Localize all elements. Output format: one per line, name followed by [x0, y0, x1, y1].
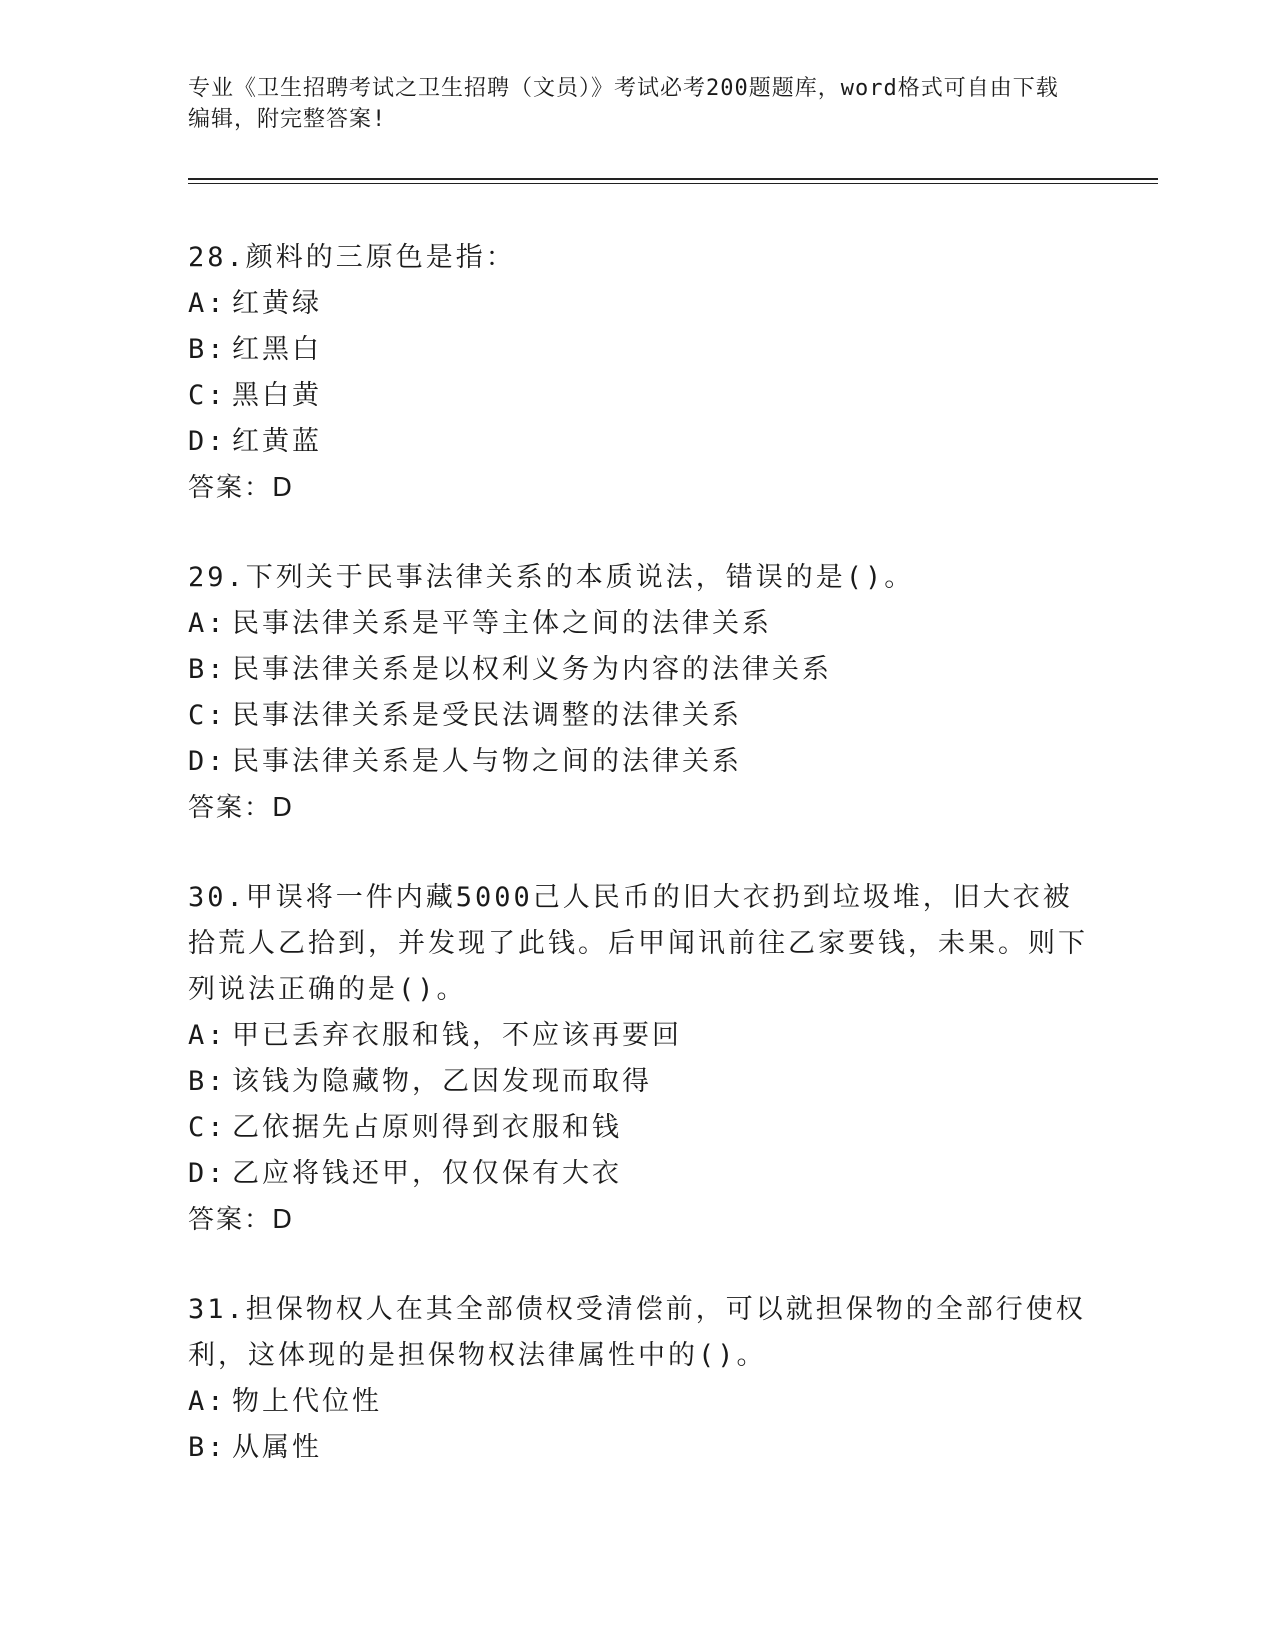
question-31: [188, 1287, 1088, 1471]
option-b: [188, 327, 1088, 373]
option-text: 物上代位性: [232, 1386, 382, 1417]
option-text: 乙依据先占原则得到衣服和钱: [232, 1112, 622, 1143]
option-letter: A:: [188, 1386, 227, 1417]
option-c: [188, 1105, 1088, 1151]
option-letter: C:: [188, 700, 227, 731]
option-c: [188, 693, 1088, 739]
option-letter: D:: [188, 1158, 227, 1189]
option-letter: D:: [188, 426, 227, 457]
header-text: 专业《卫生招聘考试之卫生招聘（文员）》考试必考200题题库，word格式可自由下载编辑，附完整答案!: [188, 76, 1059, 132]
question-stem: 30.甲误将一件内藏5000己人民币的旧大衣扔到垃圾堆，旧大衣被拾荒人乙拾到，并发现了此钱。后甲闻讯前往乙家要钱，未果。则下列说法正确的是()。: [188, 882, 1088, 1005]
option-a: [188, 1013, 1088, 1059]
question-stem: 28.颜料的三原色是指：: [188, 242, 516, 273]
header-divider-thick: [188, 178, 1158, 180]
answer-line: 答案：D: [188, 1205, 295, 1235]
option-b: [188, 1059, 1088, 1105]
option-letter: B:: [188, 1066, 227, 1097]
option-letter: B:: [188, 1432, 227, 1463]
option-letter: B:: [188, 334, 227, 365]
option-text: 民事法律关系是平等主体之间的法律关系: [232, 608, 772, 639]
option-text: 该钱为隐藏物，乙因发现而取得: [232, 1066, 652, 1097]
option-text: 民事法律关系是人与物之间的法律关系: [232, 746, 742, 777]
answer-line: 答案：D: [188, 473, 295, 503]
question-28: [188, 235, 1088, 511]
option-letter: A:: [188, 1020, 227, 1051]
question-29: [188, 555, 1088, 831]
option-b: [188, 1425, 1088, 1471]
question-stem: 31.担保物权人在其全部债权受清偿前，可以就担保物的全部行使权利，这体现的是担保物权法律属性中的()。: [188, 1294, 1086, 1371]
option-d: [188, 739, 1088, 785]
option-text: 民事法律关系是受民法调整的法律关系: [232, 700, 742, 731]
option-letter: A:: [188, 608, 227, 639]
option-letter: B:: [188, 654, 227, 685]
header-divider-thin: [188, 183, 1158, 184]
question-list: [188, 235, 1088, 1515]
option-text: 从属性: [232, 1432, 322, 1463]
question-30: [188, 875, 1088, 1243]
option-text: 红黄绿: [232, 288, 322, 319]
option-text: 甲已丢弃衣服和钱，不应该再要回: [232, 1020, 682, 1051]
option-letter: D:: [188, 746, 227, 777]
option-a: [188, 601, 1088, 647]
option-letter: C:: [188, 1112, 227, 1143]
option-letter: A:: [188, 288, 227, 319]
option-c: [188, 373, 1088, 419]
option-letter: C:: [188, 380, 227, 411]
answer-line: 答案：D: [188, 793, 295, 823]
option-d: [188, 419, 1088, 465]
question-stem: 29.下列关于民事法律关系的本质说法，错误的是()。: [188, 562, 915, 593]
option-a: [188, 281, 1088, 327]
option-text: 红黑白: [232, 334, 322, 365]
option-text: 红黄蓝: [232, 426, 322, 457]
option-a: [188, 1379, 1088, 1425]
option-text: 乙应将钱还甲，仅仅保有大衣: [232, 1158, 622, 1189]
option-text: 黑白黄: [232, 380, 322, 411]
option-d: [188, 1151, 1088, 1197]
option-b: [188, 647, 1088, 693]
option-text: 民事法律关系是以权利义务为内容的法律关系: [232, 654, 832, 685]
document-header: [188, 73, 1068, 135]
